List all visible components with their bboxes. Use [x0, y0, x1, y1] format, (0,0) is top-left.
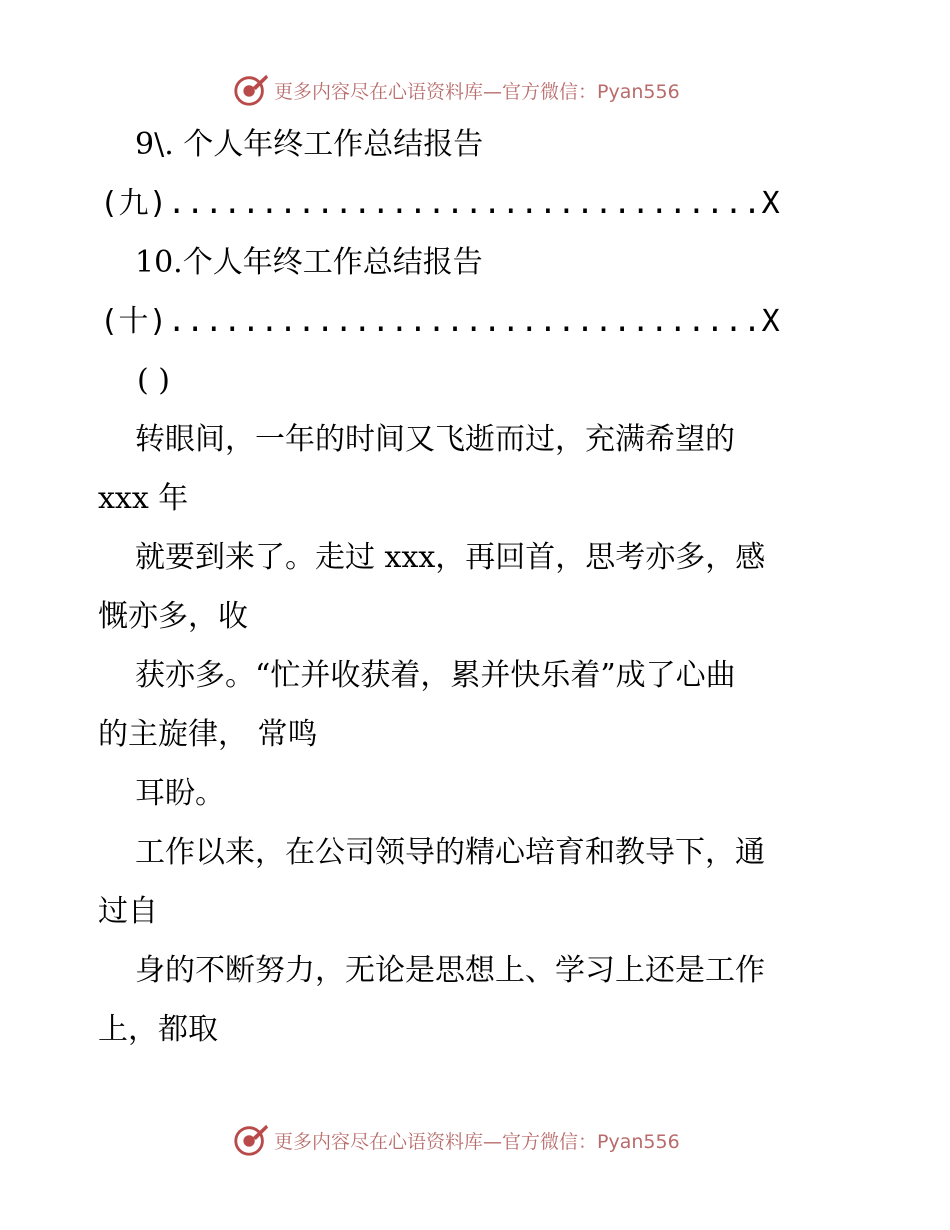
paragraph-1-line-1: 转眼间，一年的时间又飞逝而过，充满希望的: [135, 422, 735, 457]
paragraph-1-line-2: xxx 年: [98, 481, 189, 516]
paragraph-3-line-2: 的主旋律， 常鸣: [98, 717, 318, 752]
toc-item-10-leader: (十)................................X: [100, 304, 781, 339]
footer-banner-text: 更多内容尽在心语资料库—官方微信：Pyan556: [274, 1130, 680, 1153]
pen-logo-icon: [232, 71, 270, 109]
paragraph-2-line-1: 就要到来了。走过 xxx，再回首，思考亦多，感: [135, 540, 766, 575]
paragraph-5-line-1: 工作以来，在公司领导的精心培育和教导下，通: [135, 835, 765, 870]
paragraph-4-line-1: 耳盼。: [135, 776, 225, 811]
paragraph-6-line-2: 上，都取: [98, 1012, 218, 1047]
paragraph-6-line-1: 身的不断努力，无论是思想上、学习上还是工作: [135, 953, 765, 988]
paragraph-3-line-1: 获亦多。“忙并收获着，累并快乐着”成了心曲: [135, 658, 736, 693]
paragraph-5-line-2: 过自: [98, 894, 158, 929]
footer-banner: [232, 1120, 732, 1160]
header-banner-text: 更多内容尽在心语资料库—官方微信：Pyan556: [274, 80, 680, 103]
paragraph-2-line-2: 慨亦多，收: [98, 599, 248, 634]
toc-item-9-leader: (九)................................X: [100, 186, 781, 221]
header-banner: [232, 70, 732, 110]
toc-item-10-title: 10.个人年终工作总结报告: [135, 245, 483, 280]
paren-marker: ( ): [137, 363, 170, 398]
toc-item-9-title: 9\. 个人年终工作总结报告: [135, 127, 484, 162]
pen-logo-icon: [232, 1121, 270, 1159]
